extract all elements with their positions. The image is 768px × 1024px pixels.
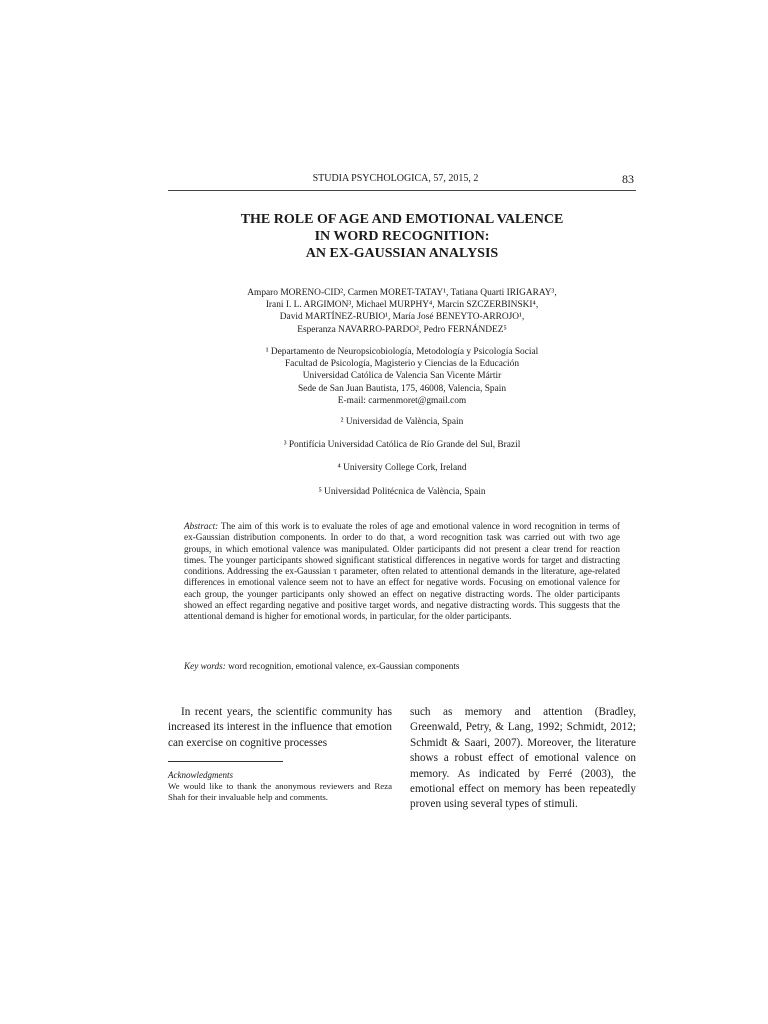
author-list: [168, 287, 636, 336]
footnote-rule: [168, 761, 283, 762]
abstract-label: Abstract:: [184, 521, 219, 531]
affiliation-4: [168, 462, 636, 474]
abstract: [184, 521, 620, 623]
footnote-text: We would like to thank the anonymous reviewers and Reza Shah for their invaluable help and comments.: [168, 781, 392, 803]
page-number: 83: [622, 172, 634, 186]
affiliation-line: Sede de San Juan Bautista, 175, 46008, Valencia, Spain: [297, 383, 507, 394]
author-line: Amparo MORENO-CID², Carmen MORET-TATAY¹, Tatiana Quarti IRIGARAY³,: [247, 288, 557, 298]
author-line: Irani I. L. ARGIMON³, Michael MURPHY⁴, Marcin SZCZERBINSKI⁴,: [265, 300, 539, 311]
author-line: David MARTÍNEZ-RUBIO¹, María José BENEYTO-ARROJO¹,: [279, 312, 525, 323]
affiliation-line: ⁴ University College Cork, Ireland: [337, 463, 467, 473]
affiliation-1: [168, 346, 636, 407]
affiliation-3: [168, 439, 636, 451]
title-line: THE ROLE OF AGE AND EMOTIONAL VALENCE: [240, 212, 564, 227]
affiliation-line: Universidad Católica de Valencia San Vicente Mártir: [302, 371, 502, 382]
running-header: [168, 172, 636, 188]
footnote-title: Acknowledgments: [168, 770, 233, 780]
abstract-text: The aim of this work is to evaluate the roles of age and emotional valence in word recognition in terms of ex-Gaussian distribution components. In order to do that, a word recognition task was carried out with two age groups, in which emotional valence was manipulated. Older participants did not present a clear trend for reaction times. The younger participants showed significant statistical differences in negative words for target and distracting conditions. Addressing the ex-Gaussian τ parameter, often related to attentional demands in the literature, age-related differences in emotional valence seem not to have an effect for negative words. Focusing on emotional valence for each group, the younger participants only showed an effect on negative distracting words. The older participants showed an effect regarding negative and positive target words, and negative distracting words. This suggests that the attentional demand is higher for emotional words, in particular, for the older participants.: [184, 521, 620, 622]
contact-email: E-mail: carmenmoret@gmail.com: [337, 395, 467, 406]
affiliation-line: Facultad de Psicología, Magisterio y Ciencias de la Educación: [284, 359, 520, 370]
affiliation-line: ¹ Departamento de Neuropsicobiología, Metodología y Psicología Social: [265, 347, 539, 357]
affiliation-line: ² Universidad de València, Spain: [340, 417, 464, 427]
body-right-column: such as memory and attention (Bradley, Greenwald, Petry, & Lang, 1992; Schmidt, 2012; Schmidt & Saari, 2007). Moreover, the literature shows a robust effect of emotional valence on memory. As indicated by Ferré (2003), the emotional effect on memory has been repeatedly proven using several types of stimuli.: [410, 706, 636, 811]
keywords-text: word recognition, emotional valence, ex-Gaussian components: [225, 661, 460, 671]
author-line: Esperanza NAVARRO-PARDO², Pedro FERNÁNDEZ⁵: [297, 324, 507, 335]
header-rule: [168, 190, 636, 191]
title-line: AN EX-GAUSSIAN ANALYSIS: [305, 246, 499, 261]
paper-title: [168, 211, 636, 262]
affiliation-line: ⁵ Universidad Politécnica de València, Spain: [318, 487, 486, 497]
affiliation-line: ³ Pontifícia Universidad Católica de Río Grande del Sul, Brazil: [283, 440, 521, 450]
body-left-column: In recent years, the scientific community has increased its interest in the influence that emotion can exercise on cognitive processes: [168, 706, 392, 749]
affiliation-5: [168, 486, 636, 498]
journal-citation: STUDIA PSYCHOLOGICA, 57, 2015, 2: [312, 173, 479, 184]
affiliation-2: [168, 416, 636, 428]
title-line: IN WORD RECOGNITION:: [314, 229, 490, 244]
keywords: [184, 661, 620, 672]
keywords-label: Key words:: [184, 661, 226, 671]
